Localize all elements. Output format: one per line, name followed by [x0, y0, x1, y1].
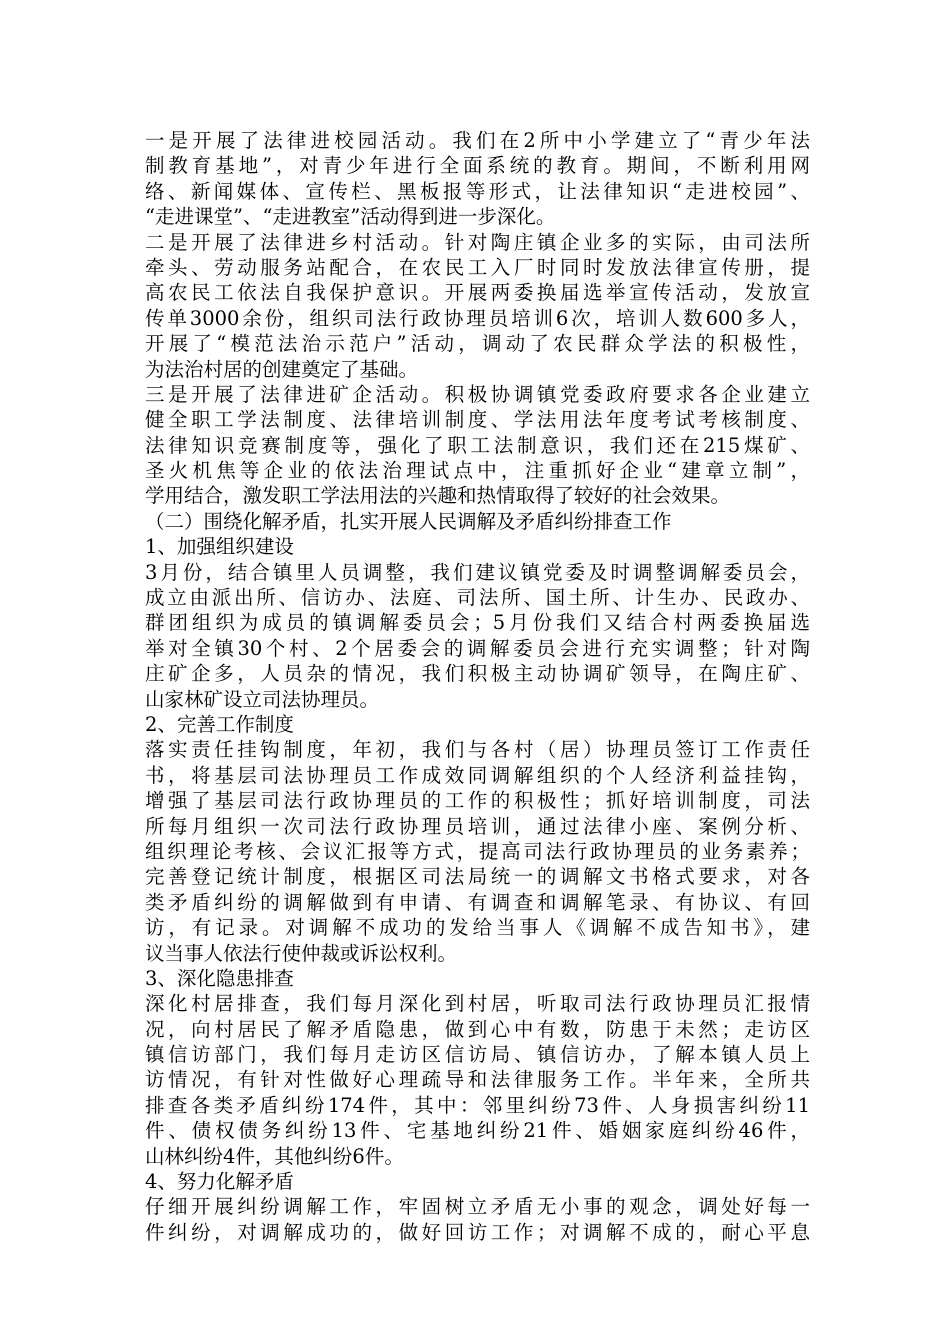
text-line: 完善登记统计制度，根据区司法局统一的调解文书格式要求，对各 — [145, 865, 810, 889]
text-line: 庄矿企多，人员杂的情况，我们积极主动协调矿领导，在陶庄矿、 — [145, 662, 810, 686]
text-line: 高农民工依法自我保护意识。开展两委换届选举宣传活动，发放宣 — [145, 281, 810, 305]
text-line: 山家林矿设立司法协理员。 — [145, 687, 380, 711]
text-line: 为法治村居的创建奠定了基础。 — [145, 357, 419, 381]
text-line: 成立由派出所、信访办、法庭、司法所、国土所、计生办、民政办、 — [145, 586, 810, 610]
text-line: 件纠纷，对调解成功的，做好回访工作；对调解不成的，耐心平息 — [145, 1220, 810, 1244]
text-line: 开展了“模范法治示范户”活动，调动了农民群众学法的积极性， — [145, 332, 810, 356]
text-line: 落实责任挂钩制度，年初，我们与各村（居）协理员签订工作责任 — [145, 738, 810, 762]
text-line: 4、努力化解矛盾 — [145, 1170, 294, 1194]
text-line: 圣火机焦等企业的依法治理试点中，注重抓好企业“建章立制”， — [145, 459, 810, 483]
text-line: 类矛盾纠纷的调解做到有申请、有调查和调解笔录、有协议、有回 — [145, 890, 810, 914]
text-line: 3月份，结合镇里人员调整，我们建议镇党委及时调整调解委员会， — [145, 560, 810, 584]
text-line: 一是开展了法律进校园活动。我们在2所中小学建立了“青少年法 — [145, 129, 810, 152]
text-line: 三是开展了法律进矿企活动。积极协调镇党委政府要求各企业建立 — [145, 382, 810, 406]
text-line: 山林纠纷4件，其他纠纷6件。 — [145, 1144, 404, 1168]
text-line: 二是开展了法律进乡村活动。针对陶庄镇企业多的实际，由司法所 — [145, 230, 810, 254]
text-line: 仔细开展纠纷调解工作，牢固树立矛盾无小事的观念，调处好每一 — [145, 1195, 810, 1219]
text-line: 增强了基层司法行政协理员的工作的积极性；抓好培训制度，司法 — [145, 789, 810, 813]
text-line: 排查各类矛盾纠纷174件，其中：邻里纠纷73件、人身损害纠纷11 — [145, 1093, 810, 1117]
text-line: 访，有记录。对调解不成功的发给当事人《调解不成告知书》，建 — [145, 916, 810, 940]
text-line: 举对全镇30个村、2个居委会的调解委员会进行充实调整；针对陶 — [145, 636, 810, 660]
text-line: 深化村居排查，我们每月深化到村居，听取司法行政协理员汇报情 — [145, 992, 810, 1016]
text-line: 议当事人依法行使仲裁或诉讼权利。 — [145, 941, 458, 965]
text-line: 镇信访部门，我们每月走访区信访局、镇信访办，了解本镇人员上 — [145, 1043, 810, 1067]
text-line: 络、新闻媒体、宣传栏、黑板报等形式，让法律知识“走进校园”、 — [145, 179, 810, 203]
text-line: 组织理论考核、会议汇报等方式，提高司法行政协理员的业务素养； — [145, 839, 810, 863]
text-line: 2、完善工作制度 — [145, 712, 294, 736]
text-line: 群团组织为成员的镇调解委员会；5月份我们又结合村两委换届选 — [145, 611, 810, 635]
text-line: （二）围绕化解矛盾，扎实开展人民调解及矛盾纠纷排查工作 — [145, 509, 672, 533]
text-line: 制教育基地”，对青少年进行全面系统的教育。期间，不断利用网 — [145, 154, 810, 178]
text-line: 牵头、劳动服务站配合，在农民工入厂时同时发放法律宣传册，提 — [145, 255, 810, 279]
text-line: 1、加强组织建设 — [145, 535, 294, 559]
text-line: 传单3000余份，组织司法行政协理员培训6次，培训人数600多人， — [145, 306, 810, 330]
text-line: 书，将基层司法协理员工作成效同调解组织的个人经济利益挂钩， — [145, 763, 810, 787]
text-line: 健全职工学法制度、法律培训制度、学法用法年度考试考核制度、 — [145, 408, 810, 432]
text-line: 况，向村居民了解矛盾隐患，做到心中有数，防患于未然；走访区 — [145, 1017, 810, 1041]
text-line: 法律知识竞赛制度等，强化了职工法制意识，我们还在215煤矿、 — [145, 433, 810, 457]
text-line: 件、债权债务纠纷13件、宅基地纠纷21件、婚姻家庭纠纷46件， — [145, 1119, 810, 1143]
text-line: 学用结合，激发职工学法用法的兴趣和热情取得了较好的社会效果。 — [145, 484, 731, 508]
document-body — [145, 128, 810, 1245]
text-line: 访情况，有针对性做好心理疏导和法律服务工作。半年来，全所共 — [145, 1068, 810, 1092]
text-line: “走进课堂”、“走进教室”活动得到进一步深化。 — [145, 205, 556, 229]
text-line: 所每月组织一次司法行政协理员培训，通过法律小座、案例分析、 — [145, 814, 810, 838]
text-line: 3、深化隐患排查 — [145, 966, 294, 990]
